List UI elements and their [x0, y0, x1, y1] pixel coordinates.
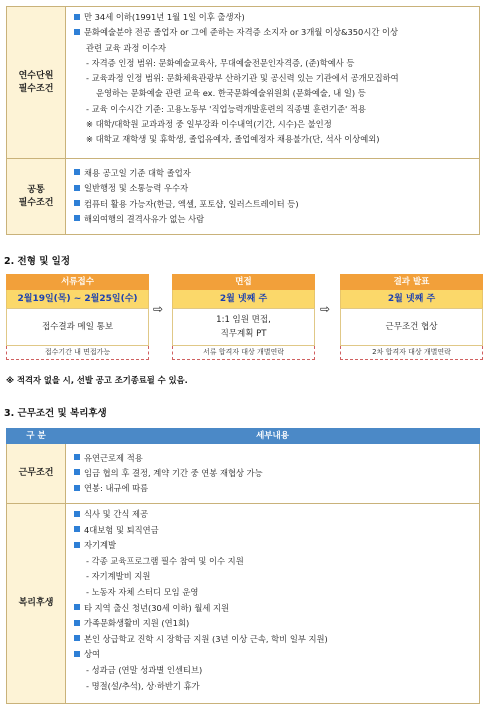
item-text: 컴퓨터 활용 가능자(한글, 엑셀, 포토샵, 일러스트레이터 등) — [84, 198, 299, 209]
step-date: 2월19일(목) ~ 2월25일(수) — [6, 290, 149, 308]
process-step-3 — [340, 274, 483, 360]
list-item — [74, 212, 473, 227]
step-date: 2월 넷째 주 — [172, 290, 315, 308]
qualification-content — [66, 7, 480, 159]
item-text: ※ 대학/대학원 교과과정 중 일부강좌 이수내역(기간, 시수)은 불인정 — [86, 119, 332, 130]
list-item — [74, 601, 473, 617]
square-bullet-icon — [74, 169, 80, 175]
list-item — [74, 25, 473, 40]
square-bullet-icon — [74, 200, 80, 206]
square-bullet-icon — [74, 485, 80, 491]
square-bullet-icon — [74, 14, 80, 20]
step-footnote: 접수기간 내 면접가능 — [6, 346, 149, 360]
item-text: 유연근로제 적용 — [84, 452, 143, 463]
qualification-table — [6, 6, 480, 235]
list-item-continuation — [74, 41, 473, 56]
square-bullet-icon — [74, 651, 80, 657]
step-body-line: 1:1 임원 면접, — [216, 315, 271, 325]
square-bullet-icon — [74, 604, 80, 610]
square-bullet-icon — [74, 526, 80, 532]
step-body-line: 근무조건 협상 — [385, 322, 438, 332]
item-text: 해외여행의 결격사유가 없는 사람 — [84, 213, 205, 224]
sub-item — [74, 71, 473, 86]
item-text: 임금 협의 후 결정, 계약 기간 중 연봉 재협상 가능 — [84, 467, 263, 478]
step-header: 면접 — [172, 274, 315, 290]
item-text: - 교육과정 인정 범위: 문화체육관광부 산하기관 및 공신력 있는 기관에서 공개모집하여 — [86, 73, 399, 84]
item-text: 자기계발 — [84, 540, 117, 551]
list-item — [74, 538, 473, 554]
list-item — [74, 166, 473, 181]
step-header: 서류접수 — [6, 274, 149, 290]
qualification-label — [7, 7, 66, 159]
item-text: 4대보험 및 퇴직연금 — [84, 524, 159, 535]
step-footnote: 서류 합격자 대상 개별연락 — [172, 346, 315, 360]
sub-item — [74, 569, 473, 585]
list-item — [74, 451, 473, 466]
item-text: 만 34세 이하(1991년 1월 1일 이후 출생자) — [84, 12, 245, 22]
sub-item-continuation — [74, 86, 473, 101]
item-text: ※ 대학교 재학생 및 휴학생, 졸업유예자, 졸업예정자 채용불가(단, 석사 이상예외) — [86, 134, 380, 145]
item-text: - 명절(설/추석), 상·하반기 휴가 — [86, 680, 200, 691]
item-text: 가족문화생활비 지원 (연1회) — [84, 618, 190, 629]
item-text: 문화예술분야 전공 졸업자 or 그에 준하는 자격증 소지자 or 3개월 이상&350시간 이상 — [84, 27, 399, 38]
process-note: ※ 적격자 없을 시, 선발 공고 조기종료될 수 있음. — [6, 375, 188, 385]
item-text: 타 지역 출신 청년(30세 이하) 월세 지원 — [84, 602, 230, 613]
work-content — [66, 444, 480, 504]
note-item — [74, 132, 473, 147]
list-item — [74, 632, 473, 648]
right-arrow-icon: ⇨ — [153, 302, 164, 316]
sub-item — [74, 554, 473, 570]
item-text: 채용 공고일 기준 대학 졸업자 — [84, 167, 191, 178]
process-step-2 — [172, 274, 315, 360]
square-bullet-icon — [74, 635, 80, 641]
square-bullet-icon — [74, 185, 80, 191]
item-text: 관련 교육 과정 이수자 — [86, 42, 167, 53]
step-date: 2월 넷째 주 — [340, 290, 483, 308]
square-bullet-icon — [74, 454, 80, 460]
list-item — [74, 197, 473, 212]
process-step-1 — [6, 274, 149, 360]
list-item — [74, 481, 473, 496]
square-bullet-icon — [74, 29, 80, 35]
welfare-label: 복리후생 — [7, 504, 66, 704]
work-label: 근무조건 — [7, 444, 66, 504]
item-text: - 자기계발비 지원 — [86, 571, 151, 582]
item-text: 일반행정 및 소통능력 우수자 — [84, 183, 189, 194]
item-text: - 성과금 (연말 성과별 인센티브) — [86, 664, 203, 675]
label-line: 공통 — [27, 184, 45, 195]
sub-item — [74, 679, 473, 695]
list-item — [74, 507, 473, 523]
process-heading: 2. 전형 및 일정 — [4, 256, 71, 267]
list-item — [74, 647, 473, 663]
item-text: - 각종 교육프로그램 필수 참여 및 이수 지원 — [86, 555, 244, 566]
col-header-category: 구 분 — [7, 429, 66, 444]
right-arrow-icon: ⇨ — [320, 302, 331, 316]
step-body-line: 직무계획 PT — [220, 329, 267, 339]
conditions-heading: 3. 근무조건 및 복리후생 — [4, 408, 107, 419]
sub-item — [74, 663, 473, 679]
step-body — [172, 308, 315, 346]
list-item — [74, 466, 473, 481]
item-text: 본인 상급학교 진학 시 장학금 지원 (3년 이상 근속, 학비 일부 지원) — [84, 633, 328, 644]
item-text: 상여 — [84, 649, 101, 660]
col-header-details: 세부내용 — [66, 429, 480, 444]
item-text: - 자격증 인정 범위: 문화예술교육사, 무대예술전문인자격증, (준)학예사 등 — [86, 57, 355, 68]
list-item — [74, 616, 473, 632]
label-line: 연수단원 — [18, 70, 54, 81]
square-bullet-icon — [74, 620, 80, 626]
item-text: 운영하는 문화예술 관련 교육 ex. 한국문화예술위원회 (문화예술, 내 일) 등 — [96, 88, 366, 99]
common-label — [7, 159, 66, 235]
square-bullet-icon — [74, 542, 80, 548]
common-content — [66, 159, 480, 235]
label-line: 필수조건 — [18, 83, 54, 94]
step-footnote: 2차 합격자 대상 개별연락 — [340, 346, 483, 360]
welfare-content — [66, 504, 480, 704]
square-bullet-icon — [74, 469, 80, 475]
item-text: 식사 및 간식 제공 — [84, 509, 149, 519]
step-body — [340, 308, 483, 346]
list-item — [74, 10, 473, 25]
sub-item — [74, 585, 473, 601]
sub-item — [74, 102, 473, 117]
list-item — [74, 523, 473, 539]
item-text: 연봉: 내규에 따름 — [84, 483, 149, 494]
note-item — [74, 117, 473, 132]
item-text: - 노동자 자체 스터디 모임 운영 — [86, 586, 199, 597]
list-item — [74, 181, 473, 196]
square-bullet-icon — [74, 215, 80, 221]
step-body-line: 접수결과 메일 통보 — [41, 322, 114, 332]
step-header: 결과 발표 — [340, 274, 483, 290]
conditions-table — [6, 428, 480, 704]
item-text: - 교육 이수시간 기준: 고용노동부 '직업능력개발훈련의 직종별 훈련기준' 적용 — [86, 103, 366, 114]
step-body — [6, 308, 149, 346]
square-bullet-icon — [74, 511, 80, 517]
sub-item — [74, 56, 473, 71]
label-line: 필수조건 — [18, 197, 54, 208]
